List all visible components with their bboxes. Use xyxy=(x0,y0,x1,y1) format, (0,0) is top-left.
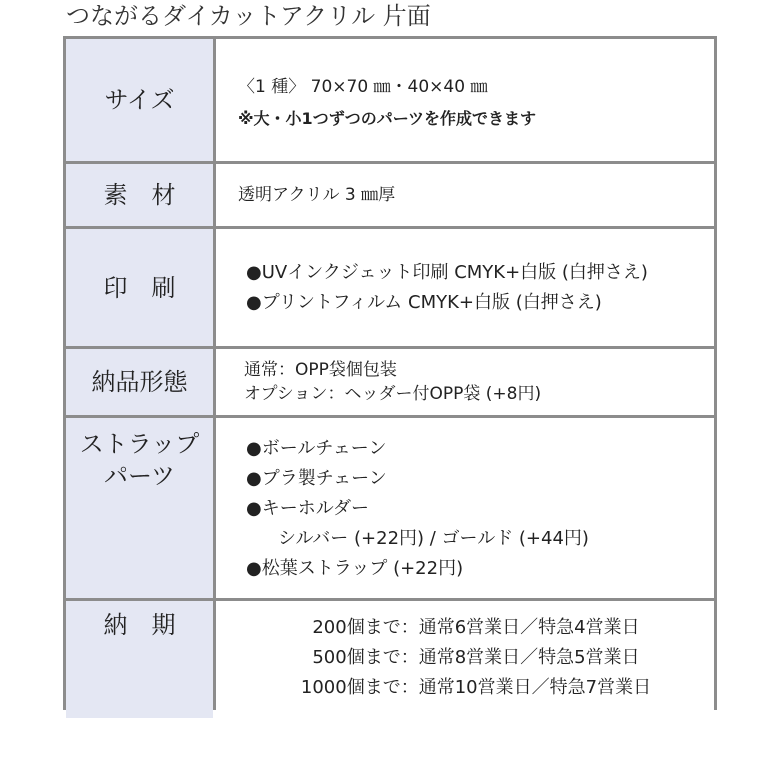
strap-keyholder-colors: シルバー (+22円) / ゴールド (+44円) xyxy=(278,528,589,549)
size-label: サイズ xyxy=(66,39,213,161)
lead-time-1000: 1000個まで：通常10営業日／特急7営業日 xyxy=(300,677,652,698)
lead-time-label: 納 期 xyxy=(66,601,213,718)
material-text: 透明アクリル 3 ㎜厚 xyxy=(238,185,396,205)
strap-label-line2: パーツ xyxy=(103,462,176,490)
strap-label xyxy=(66,418,213,598)
strap-keyholder: ●キーホルダー xyxy=(246,498,369,519)
print-option-uv: ●UVインクジェット印刷 CMYK+白版 (白押さえ) xyxy=(246,261,648,283)
packaging-option: オプション：ヘッダー付OPP袋 (+8円) xyxy=(244,384,542,404)
strap-pine-needle: ●松葉ストラップ (+22円) xyxy=(246,558,464,579)
material-value xyxy=(216,164,714,226)
size-value xyxy=(216,39,714,161)
strap-value xyxy=(216,418,714,598)
spec-table xyxy=(63,36,717,710)
packaging-standard: 通常：OPP袋個包装 xyxy=(244,360,397,380)
size-note: ※大・小1つずつのパーツを作成できます xyxy=(238,109,537,128)
print-label: 印 刷 xyxy=(66,229,213,346)
packaging-label: 納品形態 xyxy=(66,349,213,415)
lead-time-500: 500個まで：通常8営業日／特急5営業日 xyxy=(312,647,640,668)
lead-time-value xyxy=(216,601,714,718)
print-option-film: ●プリントフィルム CMYK+白版 (白押さえ) xyxy=(246,291,602,313)
material-label: 素 材 xyxy=(66,164,213,226)
packaging-value xyxy=(216,349,714,415)
strap-label-line1: ストラップ xyxy=(79,430,200,458)
strap-plastic-chain: ●プラ製チェーン xyxy=(246,468,387,489)
size-dimensions: 〈1 種〉 70×70 ㎜・40×40 ㎜ xyxy=(238,77,488,97)
page-title: つながるダイカットアクリル 片面 xyxy=(66,2,431,30)
print-value xyxy=(216,229,714,346)
strap-ball-chain: ●ボールチェーン xyxy=(246,438,387,459)
lead-time-200: 200個まで：通常6営業日／特急4営業日 xyxy=(312,617,640,638)
